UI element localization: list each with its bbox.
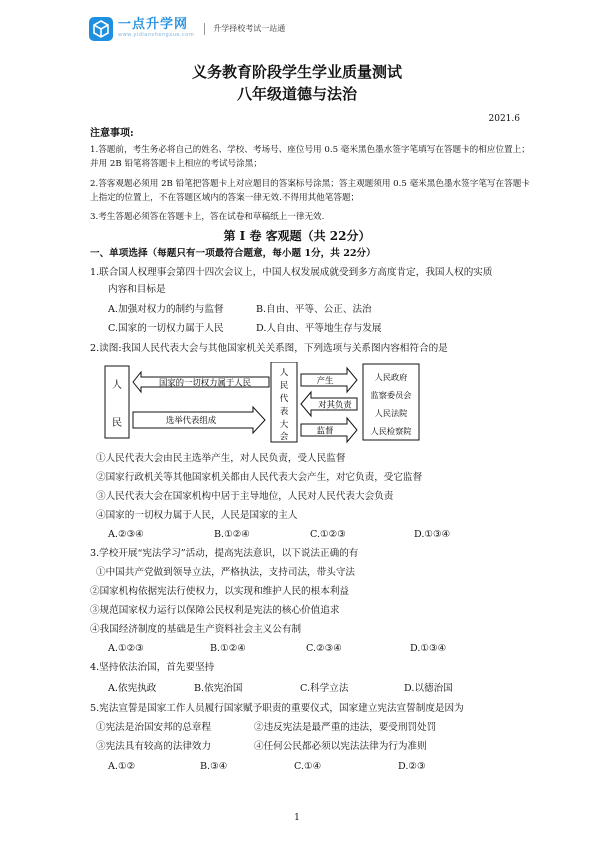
q3-statement-2: ②国家机构依据宪法行使权力，以实现和维护人民的根本利益 (90, 586, 350, 597)
cube-logo-icon (88, 16, 114, 42)
notice-item-1: 1.答题前，考生务必将自己的姓名、学校、考场号、座位号用 0.5 毫米黑色墨水签字笔填写在答题卡的相应位置上；并用 2B 铅笔将答题卡上相应的考试号涂黑； (90, 145, 530, 169)
q1-stem-line1: 1.联合国人权理事会第四十四次会议上，中国人权发展成就受到多方高度肯定，我国人权的实质 (90, 267, 493, 278)
q3-option-d: D.①③④ (410, 643, 447, 654)
q3-option-a: A.①②③ (108, 643, 144, 654)
brand-url: www.yidianshengxue.com (118, 32, 195, 39)
brand-slogan: 升学择校考试一站通 (204, 23, 285, 35)
q1-stem-line2: 内容和目标是 (108, 284, 166, 295)
q2-statement-1: ①人民代表大会由民主选举产生，对人民负责，受人民监督 (96, 453, 346, 464)
q4-option-a: A.依宪执政 (108, 683, 157, 694)
exam-title: 义务教育阶段学生学业质量测试 (191, 63, 402, 81)
label-elect: 选举代表组成 (165, 415, 217, 425)
q1-option-d: D.人自由、平等地生存与发展 (256, 323, 382, 334)
relation-diagram (103, 362, 423, 444)
organ-government: 人民政府 (374, 372, 408, 382)
q3-option-b: B.①②④ (210, 643, 246, 654)
q3-statement-1: ①中国共产党做到领导立法，严格执法，支持司法，带头守法 (96, 567, 356, 578)
q2-statement-2: ②国家行政机关等其他国家机关都由人民代表大会产生，对它负责，受它监督 (96, 472, 423, 483)
q5-stem: 5.宪法宣誓是国家工作人员履行国家赋予职责的重要仪式，国家建立宪法宣誓制度是因为 (90, 703, 464, 714)
q4-option-d: D.以德治国 (404, 683, 453, 694)
brand-header (88, 16, 285, 42)
q3-statement-4: ④我国经济制度的基础是生产资料社会主义公有制 (90, 624, 302, 635)
label-produce: 产生 (316, 375, 334, 386)
q2-option-b: B.①②④ (214, 529, 250, 540)
label-responsible: 对其负责 (318, 399, 352, 410)
q5-statement-3: ③宪法具有较高的法律效力 (96, 741, 212, 752)
q4-option-b: B.依宪治国 (194, 683, 243, 694)
label-power-to-people: 国家的一切权力属于人民 (158, 377, 252, 388)
organ-supervision: 监察委员会 (370, 390, 412, 400)
notice-item-2: 2.答客观题必须用 2B 铅笔把答题卡上对应题目的答案标号涂黑；答主观题须用 0.5 毫米黑色墨水签字笔写在答题卡上指定的位置上，不在答题区域内的答案一律无效.不得用其他笔答题； (90, 179, 530, 203)
q1-option-c: C.国家的一切权力属于人民 (108, 323, 224, 334)
q1-option-a: A.加强对权力的制约与监督 (108, 304, 224, 315)
people-char-1: 人 (112, 380, 122, 391)
q2-option-d: D.①③④ (414, 529, 451, 540)
q1-option-b: B.自由、平等、公正、法治 (256, 304, 372, 315)
organ-court: 人民法院 (374, 408, 408, 418)
notice-heading: 注意事项: (90, 128, 134, 139)
part-heading: 一、单项选择（每题只有一项最符合题意，每小题 1分，共 22分） (90, 248, 376, 259)
people-char-2: 民 (112, 418, 122, 429)
q5-option-b: B.③④ (200, 761, 228, 772)
page-number: 1 (294, 813, 300, 823)
q2-stem: 2.读图:我国人民代表大会与其他国家机关关系图，下列选项与关系图内容相符合的是 (90, 343, 448, 354)
q5-statement-1: ①宪法是治国安邦的总章程 (96, 722, 212, 733)
npc-label: 人民代表大会 (279, 368, 289, 442)
q5-option-a: A.①② (108, 761, 136, 772)
q4-stem: 4.坚持依法治国，首先要坚持 (90, 662, 215, 673)
exam-subject: 八年级道德与法治 (236, 85, 357, 103)
q2-option-c: C.①②③ (310, 529, 346, 540)
notice-item-3: 3.考生答题必须答在答题卡上，答在试卷和草稿纸上一律无效. (90, 212, 325, 222)
q2-statement-4: ④国家的一切权力属于人民，人民是国家的主人 (96, 510, 298, 521)
q2-option-a: A.②③④ (108, 529, 144, 540)
brand-name: 一点升学网 (118, 17, 189, 33)
q5-statement-2: ②违反宪法是最严重的违法，要受刑罚处罚 (254, 722, 437, 733)
exam-date: 2021.6 (488, 114, 520, 124)
brand-text (118, 18, 194, 39)
label-supervise: 监督 (316, 425, 334, 436)
q5-option-d: D.②③ (398, 761, 426, 772)
section-title: 第 I 卷 客观题（共 22分） (223, 229, 371, 243)
q2-statement-3: ③人民代表大会在国家机构中居于主导地位，人民对人民代表大会负责 (96, 491, 394, 502)
q3-option-c: C.②③④ (306, 643, 342, 654)
organ-procuratorate: 人民检察院 (370, 426, 412, 436)
q5-statement-4: ④任何公民都必须以宪法法律为行为准则 (254, 741, 427, 752)
q3-statement-3: ③规范国家权力运行以保障公民权利是宪法的核心价值追求 (90, 605, 340, 616)
q4-option-c: C.科学立法 (300, 683, 349, 694)
q5-option-c: C.①④ (294, 761, 322, 772)
q3-stem: 3.学校开展“宪法学习”活动，提高宪法意识，以下说法正确的有 (90, 548, 359, 559)
